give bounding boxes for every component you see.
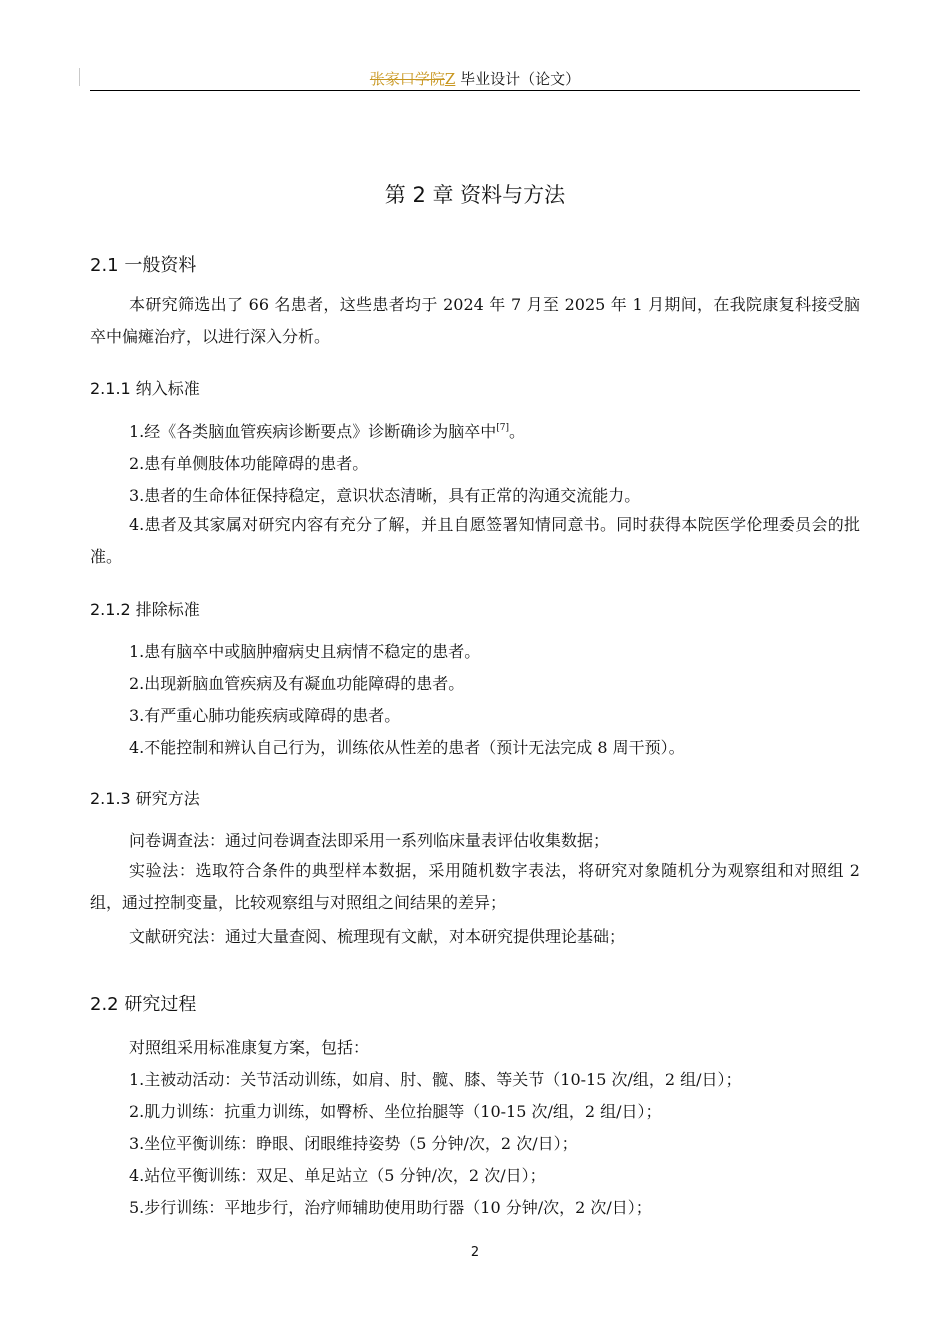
margin-corner-mark: [79, 68, 80, 86]
chapter-title: 第 2 章 资料与方法: [384, 183, 566, 207]
inclusion-item-1-end: 。: [509, 422, 526, 441]
process-item-5: 5.步行训练：平地步行，治疗师辅助使用助行器（10 分钟/次，2 次/日）；: [129, 1198, 652, 1217]
process-item-3: 3.坐位平衡训练：睁眼、闭眼维持姿势（5 分钟/次，2 次/日）；: [129, 1134, 578, 1153]
section-heading-2-1: 2.1 一般资料: [90, 255, 197, 276]
process-item-4: 4.站位平衡训练：双足、单足站立（5 分钟/次，2 次/日）；: [129, 1166, 546, 1185]
exclusion-item-3: 3.有严重心肺功能疾病或障碍的患者。: [129, 706, 401, 725]
exclusion-item-1: 1.患有脑卒中或脑肿瘤病史且病情不稳定的患者。: [129, 642, 481, 661]
method-experiment: 实验法：选取符合条件的典型样本数据，采用随机数字表法，将研究对象随机分为观察组和对照组 2 组，通过控制变量，比较观察组与对照组之间结果的差异；: [90, 861, 860, 912]
method-questionnaire: 问卷调查法：通过问卷调查法即采用一系列临床量表评估收集数据；: [129, 831, 610, 850]
header-title: 毕业设计（论文）: [460, 70, 581, 88]
method-literature: 文献研究法：通过大量查阅、梳理现有文献，对本研究提供理论基础；: [129, 927, 626, 946]
section-heading-2-1-3: 2.1.3 研究方法: [90, 789, 200, 808]
process-item-2: 2.肌力训练：抗重力训练，如臀桥、坐位抬腿等（10-15 次/组，2 组/日）；: [129, 1102, 662, 1121]
exclusion-item-2: 2.出现新脑血管疾病及有凝血功能障碍的患者。: [129, 674, 465, 693]
section-heading-2-1-2: 2.1.2 排除标准: [90, 600, 200, 619]
process-intro: 对照组采用标准康复方案，包括：: [129, 1038, 370, 1057]
header-school-name: 张家口学院: [369, 70, 445, 88]
inclusion-item-2: 2.患有单侧肢体功能障碍的患者。: [129, 454, 369, 473]
section-heading-2-1-1-text: 2.1.1 纳入标准: [90, 379, 200, 398]
process-item-1: 1.主被动活动：关节活动训练，如肩、肘、髋、膝、等关节（10-15 次/组，2 组/日）；: [129, 1070, 742, 1089]
page-header: [90, 70, 860, 90]
inclusion-item-1: [129, 420, 860, 444]
inclusion-item-3: 3.患者的生命体征保持稳定，意识状态清晰，具有正常的沟通交流能力。: [129, 486, 641, 505]
page-number: 2: [470, 1245, 480, 1260]
section-heading-2-1-1: [90, 377, 200, 401]
section-2-1-paragraph: 本研究筛选出了 66 名患者，这些患者均于 2024 年 7 月至 2025 年 1 月期间，在我院康复科接受脑卒中偏瘫治疗，以进行深入分析。: [90, 295, 860, 346]
header-mark: Z: [444, 70, 456, 88]
citation-7: [7]: [496, 423, 510, 433]
exclusion-item-4: 4.不能控制和辨认自己行为，训练依从性差的患者（预计无法完成 8 周干预）。: [129, 738, 685, 757]
section-heading-2-2: 2.2 研究过程: [90, 994, 197, 1015]
header-rule: [90, 90, 860, 91]
inclusion-item-4: 4.患者及其家属对研究内容有充分了解，并且自愿签署知情同意书。同时获得本院医学伦理委员会的批准。: [90, 515, 860, 566]
inclusion-item-1-text: 1.经《各类脑血管疾病诊断要点》诊断确诊为脑卒中: [129, 422, 497, 441]
